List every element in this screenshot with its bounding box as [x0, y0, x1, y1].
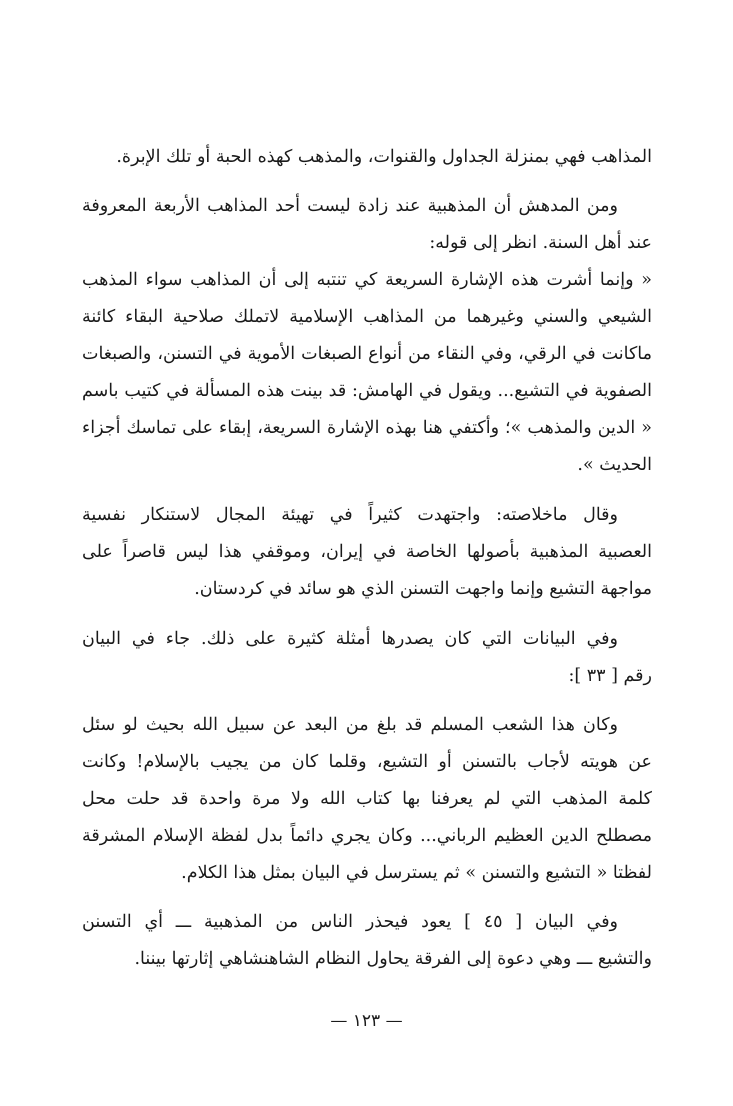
text-line: كلمة المذهب التي لم يعرفنا بها كتاب الله ولا مرة واحدة قد حلت محل	[82, 789, 652, 809]
text-line: الصفوية في التشيع... ويقول في الهامش: قد بينت هذه المسألة في كتيب باسم	[82, 381, 652, 401]
page-number: — ١٢٣ —	[330, 1011, 403, 1031]
text-line: ومن المدهش أن المذهبية عند زادة ليست أحد المذاهب الأربعة المعروفة	[82, 196, 618, 216]
text-line: مواجهة التشيع وإنما واجهت التسنن الذي هو سائد في كردستان.	[194, 579, 652, 599]
text-line: مصطلح الدين العظيم الرباني... وكان يجري دائماً بدل لفظة الإسلام المشرقة	[82, 826, 652, 846]
text-line: الشيعي والسني وغيرهما من المذاهب الإسلامية لاتملك صلاحية البقاء كائنة	[82, 307, 652, 327]
text-line: وكان هذا الشعب المسلم قد بلغ من البعد عن سبيل الله بحيث لو سئل	[82, 715, 618, 735]
text-line: وفي البيان [ ٤٥ ] يعود فيحذر الناس من المذهبية ـــ أي التسنن	[82, 912, 619, 932]
text-line: « الدين والمذهب »؛ وأكتفي هنا بهذه الإشارة السريعة، إبقاء على تماسك أجزاء	[82, 418, 652, 438]
text-line: وفي البيانات التي كان يصدرها أمثلة كثيرة على ذلك. جاء في البيان	[82, 629, 618, 649]
text-line: رقم [ ٣٣ ]:	[568, 666, 652, 686]
text-line: ماكانت في الرقي، وفي النقاء من أنواع الصبغات الأموية في التسنن، والصبغات	[82, 344, 652, 364]
text-line: والتشيع ـــ وهي دعوة إلى الفرقة يحاول النظام الشاهنشاهي إثارتها بيننا.	[134, 949, 652, 969]
text-line: المذاهب فهي بمنزلة الجداول والقنوات، والمذهب كهذه الحبة أو تلك الإبرة.	[116, 147, 652, 167]
text-line: « وإنما أشرت هذه الإشارة السريعة كي تنتبه إلى أن المذاهب سواء المذهب	[82, 270, 652, 290]
text-line: عند أهل السنة. انظر إلى قوله:	[429, 233, 652, 253]
text-line: عن هويته لأجاب بالتسنن أو التشيع، وقلما كان من يجيب بالإسلام! وكانت	[82, 752, 652, 772]
text-line: وقال ماخلاصته: واجتهدت كثيراً في تهيئة المجال لاستنكار نفسية	[82, 505, 618, 525]
text-line: العصبية المذهبية بأصولها الخاصة في إيران، وموقفي هذا ليس قاصراً على	[82, 542, 652, 562]
text-line: الحديث ».	[577, 455, 652, 475]
text-line: لفظتا « التشيع والتسنن » ثم يسترسل في البيان بمثل هذا الكلام.	[181, 863, 652, 883]
